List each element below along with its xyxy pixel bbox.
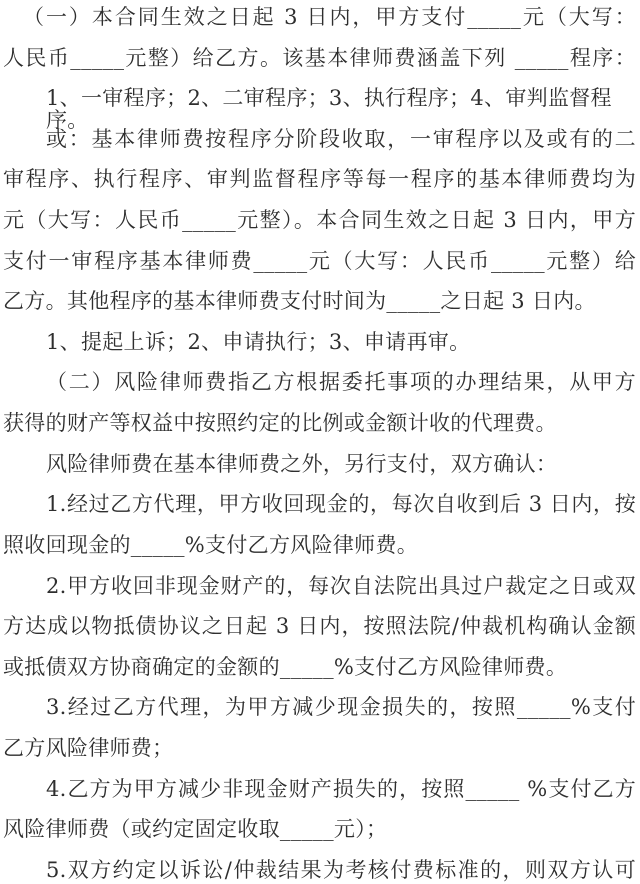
risk-fee-item-2-line-2: 方达成以物抵债协议之日起 3 日内，按照法院/仲裁机构确认金额 xyxy=(3,614,636,639)
staged-fee-line-3: 元（大写：人民币_____元整）。本合同生效之日起 3 日内，甲方 xyxy=(3,208,636,233)
staged-fee-line-1: 或：基本律师费按程序分阶段收取，一审程序以及或有的二 xyxy=(46,126,636,151)
trigger-events-line: 1、提起上诉；2、申请执行；3、申请再审。 xyxy=(46,329,471,354)
risk-fee-item-4-line-2: 风险律师费（或约定固定收取_____元）； xyxy=(3,817,388,842)
risk-fee-item-3-line-2: 乙方风险律师费； xyxy=(3,735,174,760)
clause-1-basic-fee-line-1: （一）本合同生效之日起 3 日内，甲方支付_____元（大写： xyxy=(23,5,636,29)
staged-fee-line-4: 支付一审程序基本律师费_____元（大写：人民币_____元整）给 xyxy=(3,248,636,273)
procedure-list-line: 1、一审程序；2、二审程序；3、执行程序；4、审判监督程序。 xyxy=(46,86,612,133)
staged-fee-line-5: 乙方。其他程序的基本律师费支付时间为_____之日起 3 日内。 xyxy=(3,289,596,314)
risk-fee-item-4-line-1: 4.乙方为甲方减少非现金财产损失的，按照_____ %支付乙方 xyxy=(46,776,636,801)
risk-fee-item-5-line-1: 5.双方约定以诉讼/仲裁结果为考核付费标准的，则双方认可 xyxy=(46,857,636,882)
risk-fee-item-3-line-1: 3.经过乙方代理，为甲方减少现金损失的，按照_____%支付 xyxy=(46,695,636,720)
risk-fee-item-2-line-3: 或抵债双方协商确定的金额的_____%支付乙方风险律师费。 xyxy=(3,654,568,679)
clause-2-risk-fee-line-1: （二）风险律师费指乙方根据委托事项的办理结果，从甲方 xyxy=(46,370,636,395)
risk-fee-item-1-line-2: 照收回现金的_____%支付乙方风险律师费。 xyxy=(3,532,419,557)
risk-fee-confirmation-line: 风险律师费在基本律师费之外，另行支付，双方确认： xyxy=(46,451,558,476)
clause-2-risk-fee-line-2: 获得的财产等权益中按照约定的比例或金额计收的代理费。 xyxy=(3,411,557,436)
risk-fee-item-2-line-1: 2.甲方收回非现金财产的，每次自法院出具过户裁定之日或双 xyxy=(46,573,636,598)
risk-fee-item-1-line-1: 1.经过乙方代理，甲方收回现金的，每次自收到后 3 日内，按 xyxy=(46,492,636,517)
staged-fee-line-2: 审程序、执行程序、审判监督程序等每一程序的基本律师费均为 xyxy=(3,167,636,192)
clause-1-basic-fee-line-2: 人民币_____元整）给乙方。该基本律师费涵盖下列 _____程序： xyxy=(3,45,636,70)
